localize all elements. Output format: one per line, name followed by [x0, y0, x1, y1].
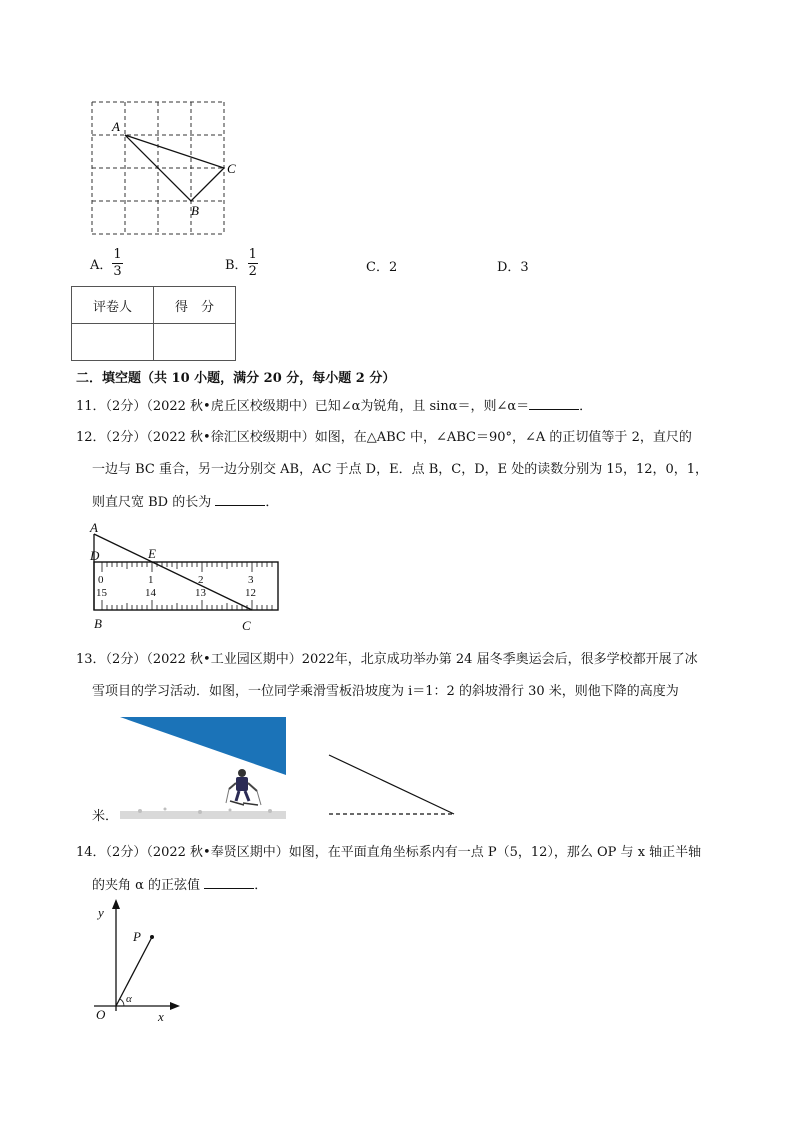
- grid-label-b: B: [191, 203, 199, 218]
- ruler-label-d: D: [90, 548, 100, 563]
- score-table-grader-header: 评卷人: [72, 287, 154, 324]
- q11-answer-blank[interactable]: [529, 399, 579, 410]
- coordinate-figure: [88, 895, 188, 1025]
- ruler-label-a: A: [90, 520, 98, 535]
- question-13-line3: 米．: [92, 809, 119, 824]
- grid-triangle-figure: [80, 95, 250, 245]
- q11-text: 11．（2分）（2022 秋•虎丘区校级期中）已知∠α为锐角，且 sinα＝，则∠α＝: [76, 399, 530, 414]
- ruler-label-c: C: [242, 618, 251, 633]
- grid-label-a: A: [112, 119, 120, 134]
- question-13-line1: 13．（2分）（2022 秋•工业园区期中）2022年，北京成功举办第 24 届冬季奥运会后，很多学校都开展了冰: [76, 652, 698, 667]
- ruler-label-e: E: [148, 546, 156, 561]
- section-title: 二．填空题（共 10 小题，满分 20 分，每小题 2 分）: [76, 371, 396, 386]
- question-14-line1: 14．（2分）（2022 秋•奉贤区期中）如图，在平面直角坐标系内有一点 P（5，12），那么 OP 与 x 轴正半轴: [76, 845, 702, 860]
- score-table-score-cell[interactable]: [154, 324, 236, 361]
- angle-label-alpha: α: [126, 993, 132, 1005]
- ruler-label-b: B: [94, 616, 102, 631]
- ruler-triangle-figure: [82, 520, 287, 635]
- option-b-fraction: $\frac{1}{2}$: [248, 247, 257, 279]
- ruler-bottom-14: 14: [145, 587, 156, 599]
- question-11: [76, 399, 592, 413]
- point-p-icon: [150, 935, 154, 939]
- question-12-line2: 一边与 BC 重合，另一边分别交 AB，AC 于点 D，E．点 B，C，D，E 处的读数分别为 15，12，0，1，: [92, 462, 709, 477]
- q12-line3-text: 则直尺宽 BD 的长为: [92, 495, 212, 510]
- q14-answer-blank[interactable]: [204, 878, 254, 889]
- score-table-score-header: 得 分: [154, 287, 236, 324]
- option-b-label: B．: [225, 258, 248, 273]
- point-label-p: P: [133, 929, 141, 944]
- option-a-fraction: $\frac{1}{3}$: [113, 247, 122, 279]
- ruler-bottom-12: 12: [245, 587, 256, 599]
- option-c[interactable]: C．2: [366, 260, 398, 275]
- option-a[interactable]: [90, 247, 123, 280]
- ruler-top-0: 0: [98, 574, 104, 586]
- axis-label-x: x: [158, 1009, 164, 1024]
- origin-label: O: [96, 1007, 106, 1022]
- ruler-top-1: 1: [148, 574, 154, 586]
- option-a-label: A．: [90, 258, 113, 273]
- score-table-grader-cell[interactable]: [72, 324, 154, 361]
- ruler-bottom-15: 15: [96, 587, 107, 599]
- axis-label-y: y: [98, 905, 104, 920]
- question-12-line3: [92, 495, 278, 509]
- q11-end: ．: [579, 399, 593, 414]
- x-axis-arrow-icon: [170, 1002, 180, 1010]
- score-table: [71, 286, 236, 361]
- q12-answer-blank[interactable]: [215, 495, 265, 506]
- question-12-line1: 12．（2分）（2022 秋•徐汇区校级期中）如图，在△ABC 中，∠ABC＝90°，∠A 的正切值等于 2，直尺的: [76, 430, 692, 445]
- ruler-top-3: 3: [248, 574, 254, 586]
- question-13-line2: 雪项目的学习活动．如图，一位同学乘滑雪板沿坡度为 i＝1：2 的斜坡滑行 30 米，则他下降的高度为: [92, 684, 679, 699]
- slope-diagram: [326, 752, 458, 820]
- grid-label-c: C: [227, 161, 236, 176]
- q14-end: ．: [254, 878, 268, 893]
- skiing-photo: [120, 717, 286, 819]
- option-d[interactable]: D．3: [497, 260, 529, 275]
- y-axis-arrow-icon: [112, 899, 120, 909]
- option-b[interactable]: [225, 247, 258, 280]
- q14-line2-text: 的夹角 α 的正弦值: [92, 878, 201, 893]
- question-14-line2: [92, 878, 267, 892]
- q12-end: ．: [265, 495, 279, 510]
- ruler-bottom-13: 13: [195, 587, 206, 599]
- ruler-top-2: 2: [198, 574, 204, 586]
